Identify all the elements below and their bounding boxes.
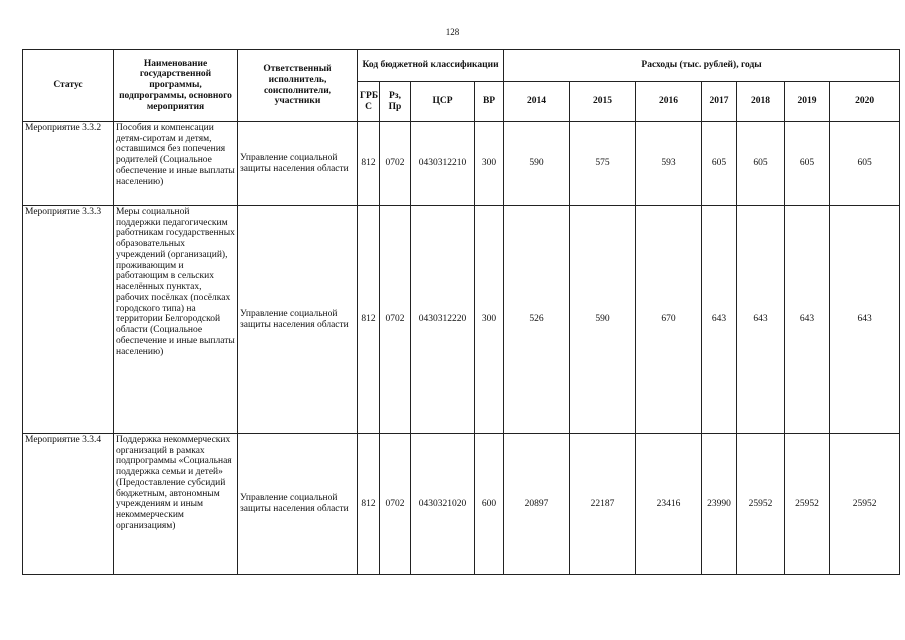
header-status: Статус	[23, 50, 114, 122]
row-grbs: 812	[358, 434, 380, 575]
header-expenses: Расходы (тыс. рублей), годы	[504, 50, 900, 82]
row-value-2016: 593	[636, 122, 702, 206]
header-year-2015: 2015	[570, 82, 636, 122]
row-value-2018: 25952	[737, 434, 785, 575]
header-year-2018: 2018	[737, 82, 785, 122]
row-csr: 0430312220	[411, 206, 475, 434]
header-program-name: Наименование государственной программы, подпрограммы, основного мероприятия	[114, 50, 238, 122]
row-value-2015: 590	[570, 206, 636, 434]
header-rzpr: Рз, Пр	[380, 82, 411, 122]
row-name: Пособия и компенсации детям-сиротам и детям, оставшимся без попечения родителей (Социальное обеспечение и иные выплаты населению)	[114, 122, 238, 206]
row-vr: 300	[475, 122, 504, 206]
row-name: Меры социальной поддержки педагогическим работникам государственных образовательных учреждений (организаций), проживающим и работающим в сельских населённых пунктах, рабочих посёлках (посёлках городского типа) на территории Белгородской области (Социальное обеспечение и иные выплаты населению)	[114, 206, 238, 434]
row-name: Поддержка некоммерческих организаций в рамках подпрограммы «Социальная поддержка семьи и детей» (Предоставление субсидий бюджетным, автономным учреждениям и иным некоммерческим организациям)	[114, 434, 238, 575]
table-row	[23, 206, 900, 434]
header-year-2019: 2019	[785, 82, 830, 122]
header-year-2017: 2017	[702, 82, 737, 122]
row-value-2017: 605	[702, 122, 737, 206]
row-value-2019: 25952	[785, 434, 830, 575]
header-year-2016: 2016	[636, 82, 702, 122]
row-executor: Управление социальной защиты населения области	[238, 206, 358, 434]
header-vr: ВР	[475, 82, 504, 122]
row-executor: Управление социальной защиты населения области	[238, 434, 358, 575]
row-value-2020: 643	[830, 206, 900, 434]
row-csr: 0430321020	[411, 434, 475, 575]
header-csr: ЦСР	[411, 82, 475, 122]
table-row	[23, 122, 900, 206]
header-executor: Ответственный исполнитель, соисполнители, участники	[238, 50, 358, 122]
row-rzpr: 0702	[380, 206, 411, 434]
header-year-2020: 2020	[830, 82, 900, 122]
row-executor: Управление социальной защиты населения области	[238, 122, 358, 206]
row-status: Мероприятие 3.3.3	[23, 206, 114, 434]
row-value-2015: 22187	[570, 434, 636, 575]
header-year-2014: 2014	[504, 82, 570, 122]
row-rzpr: 0702	[380, 434, 411, 575]
header-row-top	[23, 50, 900, 82]
row-status: Мероприятие 3.3.2	[23, 122, 114, 206]
page-number: 128	[445, 27, 460, 37]
row-value-2014: 526	[504, 206, 570, 434]
row-rzpr: 0702	[380, 122, 411, 206]
row-value-2014: 590	[504, 122, 570, 206]
row-vr: 600	[475, 434, 504, 575]
row-value-2019: 643	[785, 206, 830, 434]
row-value-2018: 605	[737, 122, 785, 206]
row-value-2014: 20897	[504, 434, 570, 575]
row-value-2017: 23990	[702, 434, 737, 575]
row-value-2018: 643	[737, 206, 785, 434]
row-csr: 0430312210	[411, 122, 475, 206]
budget-table	[22, 49, 900, 575]
row-value-2015: 575	[570, 122, 636, 206]
row-status: Мероприятие 3.3.4	[23, 434, 114, 575]
header-grbs: ГРБ С	[358, 82, 380, 122]
header-budget-code: Код бюджетной классификации	[358, 50, 504, 82]
row-value-2017: 643	[702, 206, 737, 434]
row-value-2016: 23416	[636, 434, 702, 575]
row-value-2019: 605	[785, 122, 830, 206]
row-grbs: 812	[358, 206, 380, 434]
table-row	[23, 434, 900, 575]
row-value-2016: 670	[636, 206, 702, 434]
row-value-2020: 25952	[830, 434, 900, 575]
row-value-2020: 605	[830, 122, 900, 206]
row-vr: 300	[475, 206, 504, 434]
row-grbs: 812	[358, 122, 380, 206]
